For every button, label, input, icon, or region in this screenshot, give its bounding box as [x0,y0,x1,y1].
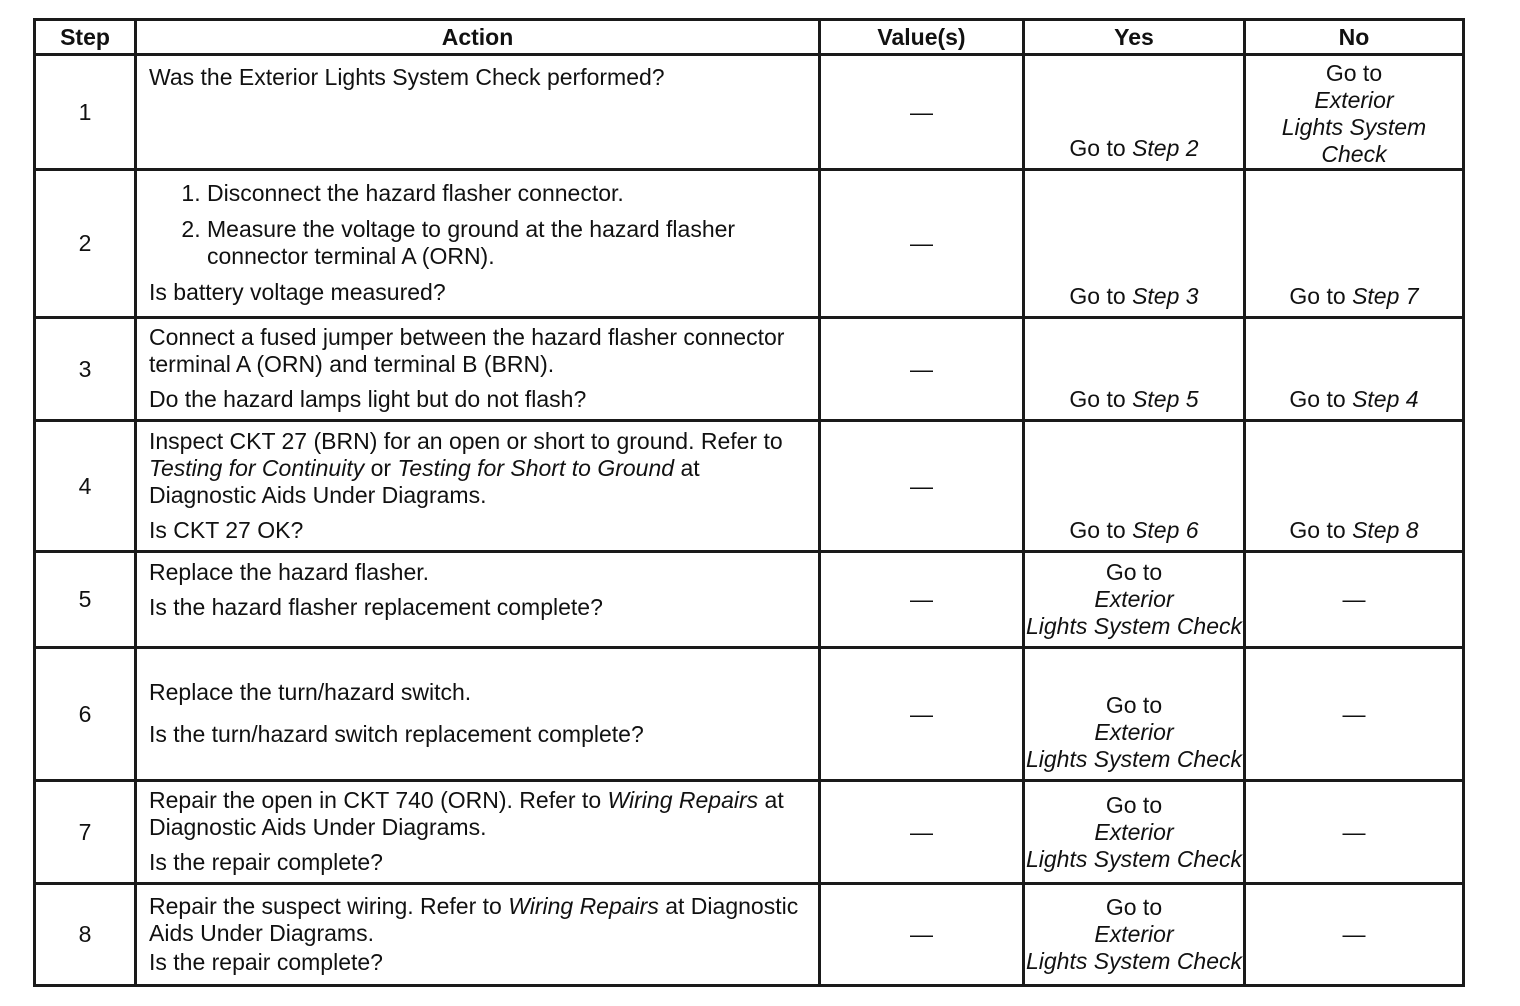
goto-target: Step 8 [1352,517,1419,543]
action-text [149,787,808,841]
reference-link[interactable]: Wiring Repairs [508,892,659,919]
value-cell [820,552,1024,648]
goto-target: System Check [1093,613,1243,639]
goto-target: Exterior [1094,586,1174,612]
action-cell [136,170,820,318]
action-cell [136,55,820,170]
value-dash: — [910,98,933,125]
table-row [35,552,1464,648]
value-cell [820,421,1024,552]
step-number: 4 [35,421,136,552]
yes-cell [1024,648,1245,781]
step-number: 3 [35,318,136,421]
action-text-part: at Diagnostic Aids Under Diagrams. [149,454,700,508]
value-dash: — [1342,700,1366,727]
goto-target: Step 2 [1132,135,1199,161]
header-step: Step [35,20,136,55]
no-cell [1245,421,1464,552]
goto-label: Go to [1325,60,1383,86]
goto-target: Lights [1025,613,1088,639]
yes-cell [1024,55,1245,170]
goto-target: Exterior [1094,719,1174,745]
goto-target: Step 3 [1132,283,1199,309]
header-values: Value(s) [820,20,1024,55]
action-question: Is the hazard flasher replacement complete? [149,594,603,620]
value-cell [820,318,1024,421]
action-cell [136,421,820,552]
goto-label: Go to [1289,283,1346,309]
goto-label: Go to [1069,386,1126,412]
yes-cell [1024,884,1245,986]
value-cell [820,648,1024,781]
action-text: Replace the turn/hazard switch. [149,679,472,705]
action-text: Replace the hazard flasher. [149,559,430,585]
value-dash: — [1342,818,1366,845]
goto-label: Go to [1105,692,1163,718]
table-row [35,170,1464,318]
goto-label: Go to [1105,559,1163,585]
value-cell [820,884,1024,986]
table-row [35,884,1464,986]
goto-target: Exterior [1094,921,1174,947]
goto-target: Step 5 [1132,386,1199,412]
action-question: Is CKT 27 OK? [149,516,304,543]
value-cell [820,781,1024,884]
action-cell [136,318,820,421]
value-dash: — [1342,921,1366,947]
reference-link[interactable]: Wiring Repairs [607,787,759,813]
no-cell [1245,55,1464,170]
action-question: Is the repair complete? [149,948,383,975]
value-cell [820,170,1024,318]
reference-link[interactable]: Testing for Short to Ground [397,454,675,481]
step-number: 7 [35,781,136,884]
goto-target: Lights [1281,114,1344,140]
yes-cell [1024,552,1245,648]
goto-target: System Check [1093,746,1243,772]
no-cell [1245,884,1464,986]
no-cell [1245,781,1464,884]
action-text-part: Inspect CKT 27 (BRN) for an open or short to ground. Refer to [149,427,783,454]
list-item: 2. Measure the voltage to ground at the hazard flasher connector terminal A (ORN). [207,216,808,270]
header-action: Action [136,20,820,55]
goto-target: Step 4 [1352,386,1419,412]
diagnostic-table [33,18,1465,987]
action-cell [136,552,820,648]
table-row [35,421,1464,552]
goto-target: Step 7 [1352,283,1419,309]
action-text-part: at Diagnostic Aids Under Diagrams. [149,892,799,946]
value-dash: — [910,818,933,845]
table-row [35,781,1464,884]
header-no: No [1245,20,1464,55]
goto-label: Go to [1069,135,1126,161]
list-item: 1. Disconnect the hazard flasher connector. [207,180,808,207]
action-question: Was the Exterior Lights System Check performed? [149,64,665,90]
reference-link[interactable]: Testing for Continuity [149,454,365,481]
yes-cell [1024,170,1245,318]
action-question: Is battery voltage measured? [149,279,446,305]
value-dash: — [910,586,933,612]
table-row [35,648,1464,781]
goto-target: Exterior [1314,87,1394,113]
goto-target: System Check [1321,114,1427,167]
yes-cell [1024,421,1245,552]
value-dash: — [1342,586,1366,612]
action-text-part: at Diagnostic Aids Under Diagrams. [149,787,784,840]
step-number: 2 [35,170,136,318]
action-text: Connect a fused jumper between the hazard flasher connector terminal A (ORN) and terminal B (BRN). [149,324,785,377]
action-cell [136,884,820,986]
value-dash: — [910,472,933,499]
no-cell [1245,318,1464,421]
action-text-part: Repair the open in CKT 740 (ORN). Refer to [149,787,602,813]
yes-cell [1024,318,1245,421]
action-steps-list [149,180,808,270]
no-cell [1245,648,1464,781]
no-cell [1245,552,1464,648]
goto-target: Exterior [1094,818,1174,845]
value-dash: — [910,355,933,382]
goto-label: Go to [1105,791,1163,818]
table-row [35,55,1464,170]
goto-label: Go to [1289,386,1346,412]
goto-label: Go to [1069,517,1126,543]
action-question: Do the hazard lamps light but do not flash? [149,386,587,412]
action-cell [136,781,820,884]
goto-target: Lights [1025,948,1088,974]
goto-label: Go to [1069,283,1126,309]
action-text [149,428,808,509]
yes-cell [1024,781,1245,884]
step-number: 6 [35,648,136,781]
value-cell [820,55,1024,170]
action-text-part: or [370,454,392,481]
no-cell [1245,170,1464,318]
header-row [35,20,1464,55]
goto-label: Go to [1289,517,1346,543]
action-question: Is the turn/hazard switch replacement complete? [149,721,644,747]
step-number: 5 [35,552,136,648]
step-number: 8 [35,884,136,986]
action-question: Is the repair complete? [149,849,383,875]
value-dash: — [910,230,933,256]
goto-target: Lights [1025,746,1088,772]
goto-target: Step 6 [1132,517,1199,543]
goto-target: System Check [1093,948,1243,974]
header-yes: Yes [1024,20,1245,55]
value-dash: — [910,700,933,727]
value-dash: — [910,921,933,947]
goto-target: Lights [1025,845,1088,872]
goto-label: Go to [1105,894,1163,920]
action-cell [136,648,820,781]
action-text-part: Repair the suspect wiring. Refer to [149,892,502,919]
table-row [35,318,1464,421]
goto-target: System Check [1093,845,1243,872]
step-number: 1 [35,55,136,170]
action-text [149,893,808,947]
